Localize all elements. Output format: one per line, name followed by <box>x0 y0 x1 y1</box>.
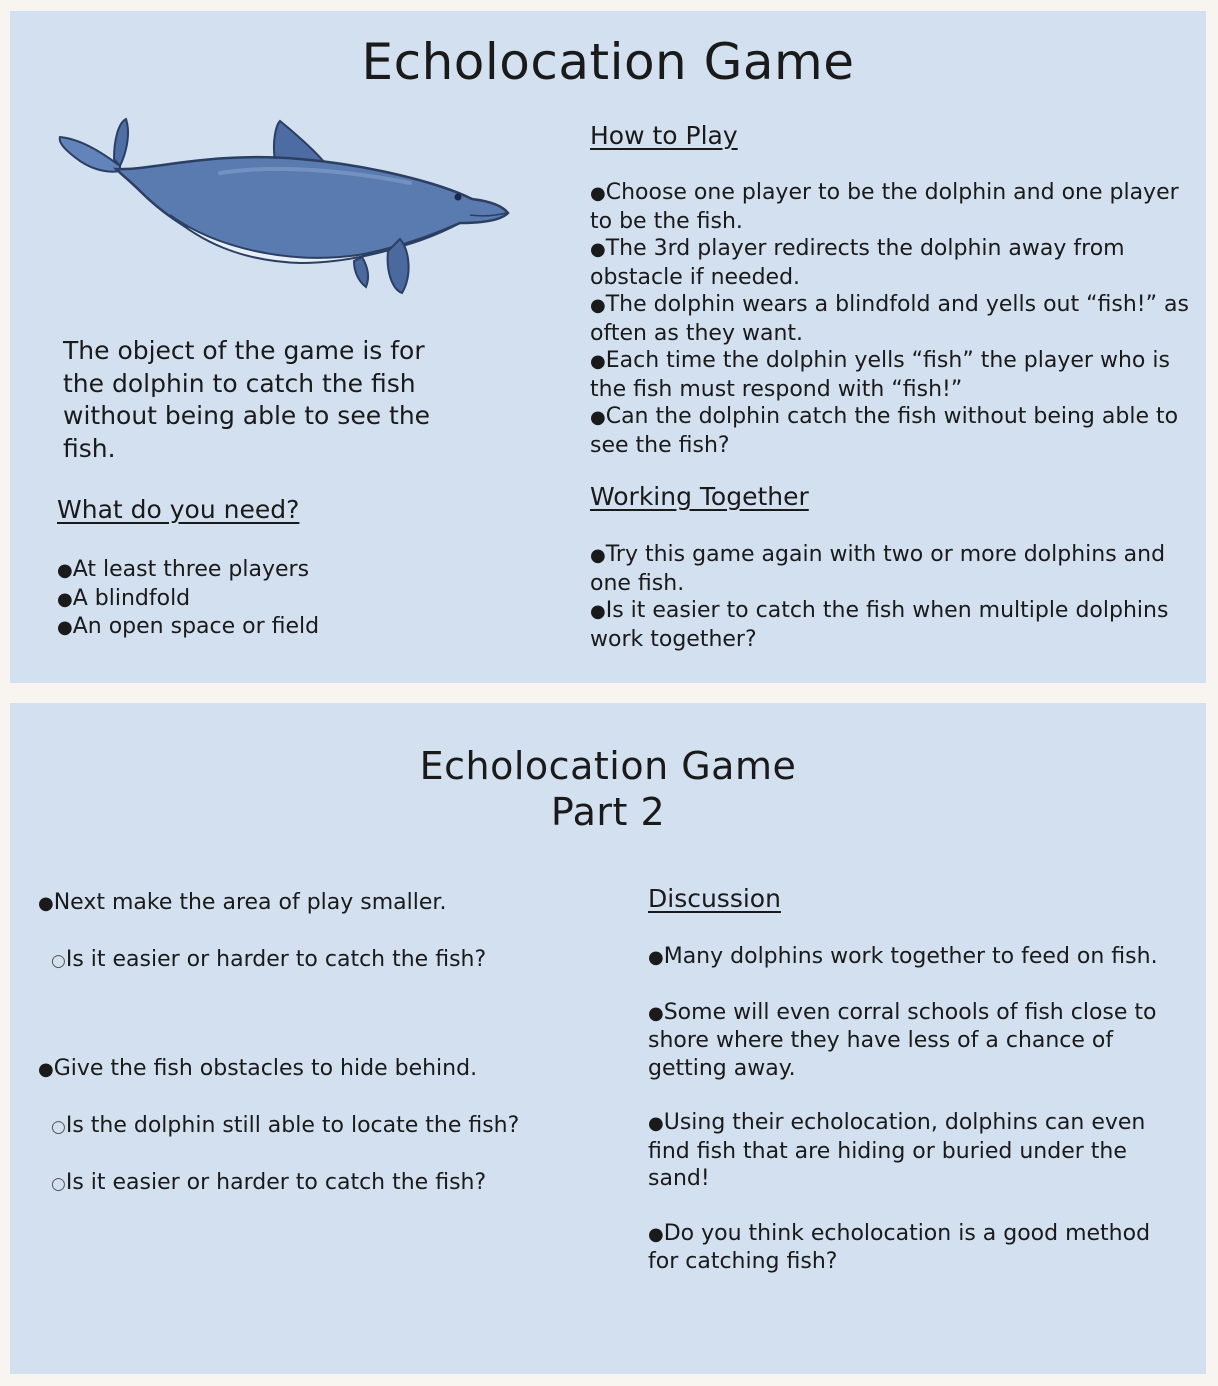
how-to-play-heading: How to Play <box>590 121 738 150</box>
game-objective: The object of the game is for the dolphin to catch the fish without being able to see the fish. <box>63 336 431 463</box>
slide-1 <box>10 11 1206 683</box>
list-item: ●Each time the dolphin yells “fish” the player who is the fish must respond with “fish!” <box>590 348 1170 402</box>
list-item: ●Give the fish obstacles to hide behind. <box>38 1056 478 1081</box>
list-item: ●The dolphin wears a blindfold and yells out “fish!” as often as they want. <box>590 292 1189 346</box>
how-to-play-list <box>590 179 1190 459</box>
title-line-2: Part 2 <box>550 790 666 834</box>
list-item: ●The 3rd player redirects the dolphin away from obstacle if needed. <box>590 236 1125 290</box>
need-list <box>57 556 319 642</box>
list-item: ●Next make the area of play smaller. <box>38 890 447 915</box>
slide-title: Echolocation Game <box>361 33 855 91</box>
list-item: ●A blindfold <box>57 585 191 611</box>
list-item: ●Choose one player to be the dolphin and one player to be the fish. <box>590 180 1179 234</box>
sub-list-item: ○Is it easier or harder to catch the fish? <box>51 946 487 972</box>
dolphin-illustration <box>40 111 510 301</box>
sub-list-item: ○Is the dolphin still able to locate the fish? <box>51 1112 520 1138</box>
obstacles-list <box>38 1055 598 1199</box>
working-together-list <box>590 541 1190 653</box>
list-item: ●Many dolphins work together to feed on fish. <box>648 944 1158 969</box>
working-together-heading: Working Together <box>590 482 809 511</box>
discussion-heading: Discussion <box>648 884 781 913</box>
need-heading: What do you need? <box>57 495 300 524</box>
list-item: ●Try this game again with two or more dolphins and one fish. <box>590 542 1166 596</box>
slide-2 <box>10 703 1206 1374</box>
list-item: ●At least three players <box>57 557 310 582</box>
title-line-1: Echolocation Game <box>419 744 797 788</box>
list-item: ●Some will even corral schools of fish close to shore where they have less of a chance of getting away. <box>648 999 1157 1081</box>
list-item: ●Is it easier to catch the fish when multiple dolphins work together? <box>590 598 1169 652</box>
discussion-list <box>648 943 1168 1303</box>
list-item: ●An open space or field <box>57 614 320 639</box>
list-item: ●Can the dolphin catch the fish without being able to see the fish? <box>590 404 1179 458</box>
sub-list-item: ○Is it easier or harder to catch the fish? <box>51 1170 487 1195</box>
list-item: ●Do you think echolocation is a good method for catching fish? <box>648 1220 1151 1274</box>
list-item: ●Using their echolocation, dolphins can even find fish that are hiding or buried under the sand! <box>648 1110 1146 1191</box>
smaller-area-list <box>38 889 598 975</box>
slide-title <box>10 743 1206 835</box>
